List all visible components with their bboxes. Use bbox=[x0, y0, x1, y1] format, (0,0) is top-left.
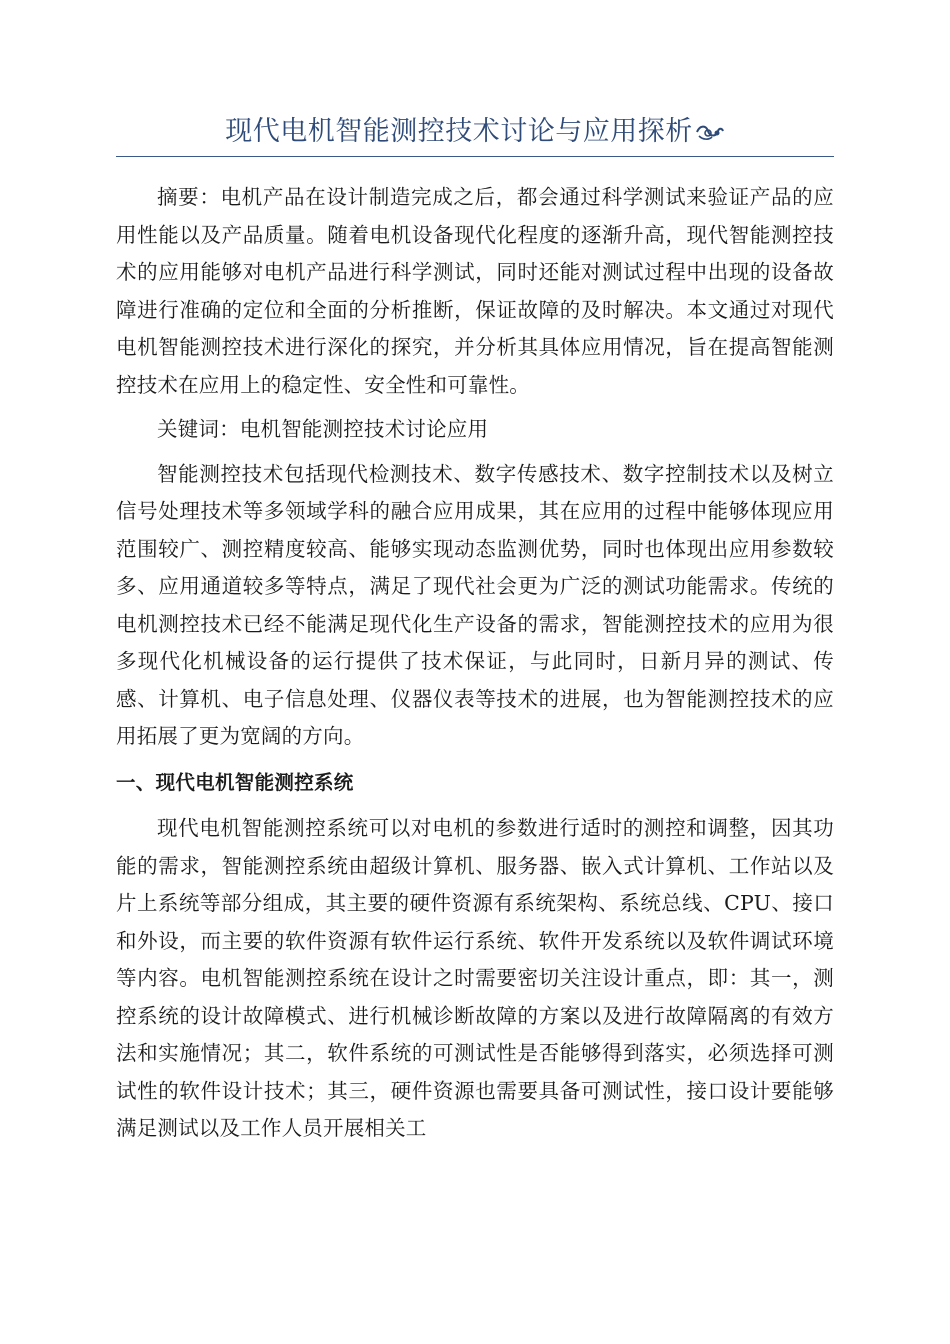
title-block bbox=[116, 110, 834, 157]
flourish-ornament-icon bbox=[695, 122, 725, 146]
document-page bbox=[116, 110, 834, 1148]
intro-paragraph: 智能测控技术包括现代检测技术、数字传感技术、数字控制技术以及树立信号处理技术等多领域学科的融合应用成果，其在应用的过程中能够体现应用范围较广、测控精度较高、能够实现动态监测优势，同时也体现出应用参数较多、应用通道较多等特点，满足了现代社会更为广泛的测试功能需求。传统的电机测控技术已经不能满足现代化生产设备的需求，智能测控技术的应用为很多现代化机械设备的运行提供了技术保证，与此同时，日新月异的测试、传感、计算机、电子信息处理、仪器仪表等技术的进展，也为智能测控技术的应用拓展了更为宽阔的方向。 bbox=[116, 461, 834, 748]
section-body-paragraph: 现代电机智能测控系统可以对电机的参数进行适时的测控和调整，因其功能的需求，智能测控系统由超级计算机、服务器、嵌入式计算机、工作站以及片上系统等部分组成，其主要的硬件资源有系统架构、系统总线、CPU、接口和外设，而主要的软件资源有软件运行系统、软件开发系统以及软件调试环境等内容。电机智能测控系统在设计之时需要密切关注设计重点，即：其一，测控系统的设计故障模式、进行机械诊断故障的方案以及进行故障隔离的有效方法和实施情况；其二，软件系统的可测试性是否能够得到落实，必须选择可测试性的软件设计技术；其三，硬件资源也需要具备可测试性，接口设计要能够满足测试以及工作人员开展相关工 bbox=[116, 816, 834, 1140]
abstract-paragraph: 摘要：电机产品在设计制造完成之后，都会通过科学测试来验证产品的应用性能以及产品质量。随着电机设备现代化程度的逐渐升高，现代智能测控技术的应用能够对电机产品进行科学测试，同时还能对测试过程中出现的设备故障进行准确的定位和全面的分析推断，保证故障的及时解决。本文通过对现代电机智能测控技术进行深化的探究，并分析其具体应用情况，旨在提高智能测控技术在应用上的稳定性、安全性和可靠性。 bbox=[116, 185, 834, 397]
document-title: 现代电机智能测控技术讨论与应用探析 bbox=[225, 116, 693, 147]
keywords-paragraph: 关键词：电机智能测控技术讨论应用 bbox=[157, 417, 489, 441]
section-heading: 一、现代电机智能测控系统 bbox=[116, 770, 354, 794]
